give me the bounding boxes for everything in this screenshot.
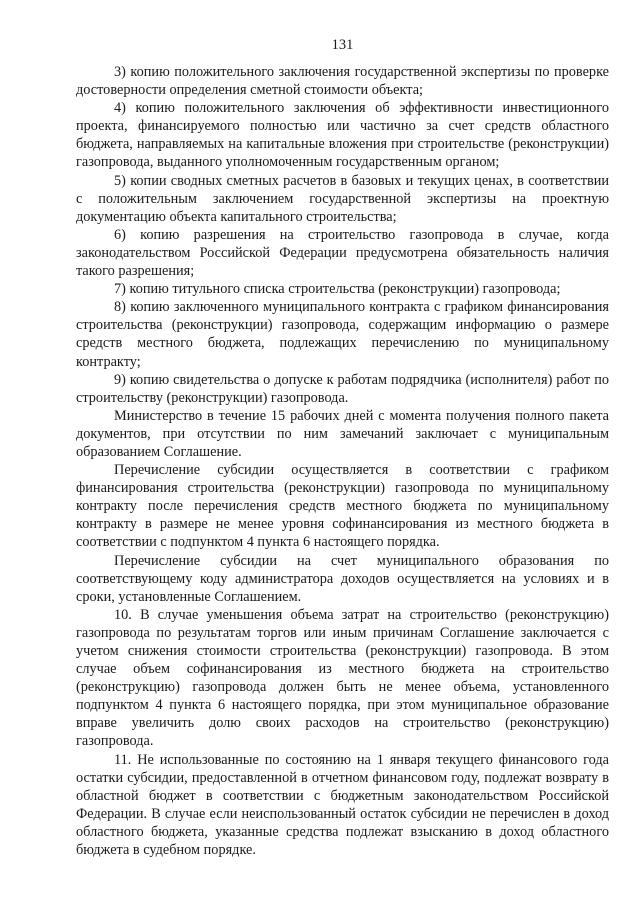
list-item-4: 4) копию положительного заключения об эффективности инвестиционного проекта, финансируемого полностью или частично за счет средств областного бюджета, направляемых на капитальные вложения при строительстве (реконструкции) газопровода, выданного уполномоченным государственным органом;: [76, 100, 609, 171]
list-item-6: 6) копию разрешения на строительство газопровода в случае, когда законодательством Российской Федерации предусмотрена обязательность наличия такого разрешения;: [76, 226, 609, 280]
paragraph-subsidy-transfer-account: Перечисление субсидии на счет муниципального образования по соответствующему коду администратора доходов осуществляется на условиях и в сроки, установленные Соглашением.: [76, 552, 609, 605]
list-item-3: 3) копию положительного заключения государственной экспертизы по проверке достоверности определения сметной стоимости объекта;: [76, 64, 609, 99]
clause-10: 10. В случае уменьшения объема затрат на строительство (реконструкцию) газопровода по результатам торгов или иным причинам Соглашение заключается с учетом снижения стоимости строительства (реконструкции) газопровода. В этом случае объем софинансирования из местного бюджета на строительство (реконструкцию) газопровода должен быть не менее объема, установленного подпунктом 4 пункта 6 настоящего порядка, при этом муниципальное образование вправе увеличить долю своих расходов на строительство (реконструкцию) газопровода.: [76, 606, 609, 750]
clause-11: 11. Не использованные по состоянию на 1 января текущего финансового года остатки субсидии, предоставленной в отчетном финансовом году, подлежат возврату в областной бюджет в соответствии с бюджетным законодательством Российской Федерации. В случае если неиспользованный остаток субсидии не перечислен в доход областного бюджета, указанные средства подлежат взысканию в доход областного бюджета в судебном порядке.: [76, 751, 609, 859]
list-item-5: 5) копии сводных сметных расчетов в базовых и текущих ценах, в соответствии с положительным заключением государственной экспертизы на проектную документацию объекта капитального строительства;: [76, 172, 609, 225]
list-item-8: 8) копию заключенного муниципального контракта с графиком финансирования строительства (реконструкции) газопровода, содержащим информацию о размере средств местного бюджета, подлежащих перечислению по муниципальному контракту;: [76, 299, 609, 370]
list-item-7: 7) копию титульного списка строительства (реконструкции) газопровода;: [114, 281, 561, 298]
paragraph-subsidy-transfer-schedule: Перечисление субсидии осуществляется в соответствии с графиком финансирования строительства (реконструкции) газопровода по муниципальному контракту после перечисления средств местного бюджета по муниципальному контракту в размере не менее уровня софинансирования из местного бюджета в соответствии с подпунктом 4 пункта 6 настоящего порядка.: [76, 462, 609, 551]
page-number: 131: [331, 37, 354, 53]
list-item-9: 9) копию свидетельства о допуске к работам подрядчика (исполнителя) работ по строительству (реконструкции) газопровода.: [76, 371, 609, 406]
document-page: [76, 36, 609, 859]
paragraph-ministry-agreement: Министерство в течение 15 рабочих дней с момента получения полного пакета документов, при отсутствии по ним замечаний заключает с муниципальным образованием Соглашение.: [76, 407, 609, 460]
